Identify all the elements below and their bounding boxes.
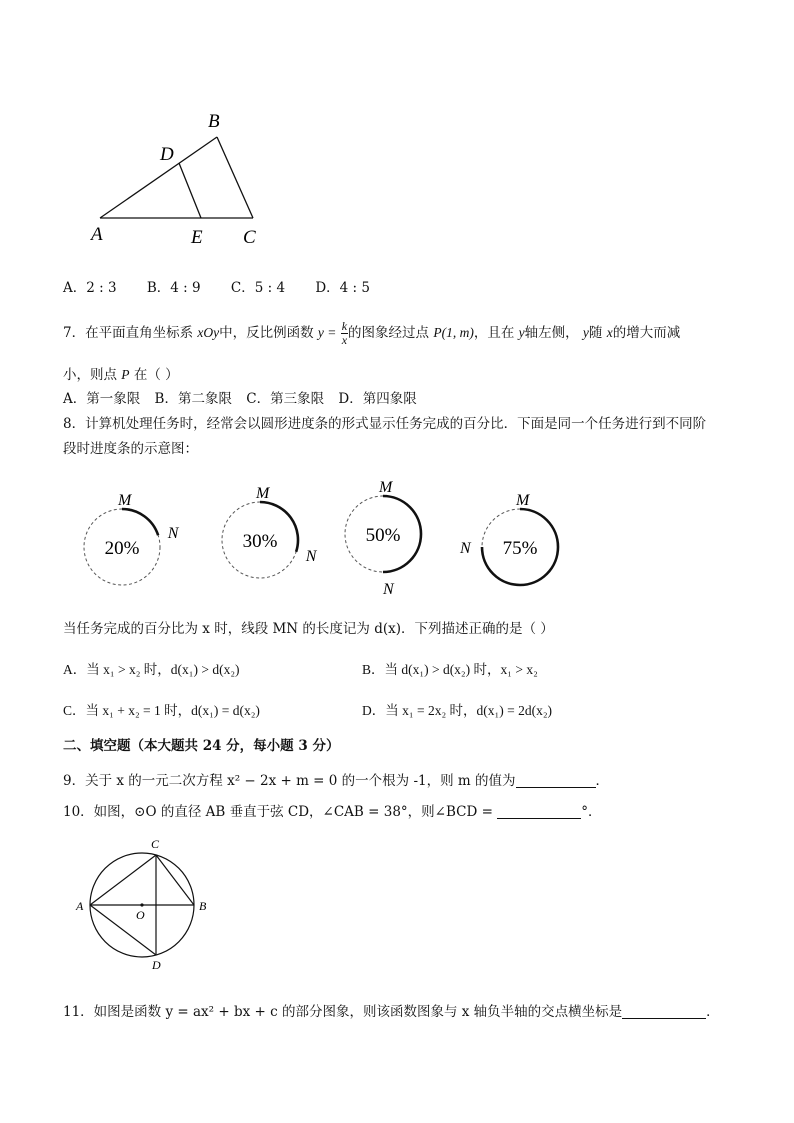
q8-line1: 8．计算机处理任务时，经常会以圆形进度条的形式显示任务完成的百分比．下面是同一个任务进行到不同阶 <box>63 416 707 432</box>
q8-line2: 段时进度条的示意图： <box>63 441 198 457</box>
q7-options <box>63 390 417 408</box>
q6-option-b: B．4 : 9 <box>146 280 201 296</box>
circle-label-A: A <box>76 899 84 913</box>
q9-answer-blank <box>516 773 596 788</box>
q6-option-d: D．4 : 5 <box>315 280 370 296</box>
q7-option-d: D．第四象限 <box>338 391 417 407</box>
label-N: N <box>167 525 179 543</box>
q6-options <box>63 279 370 297</box>
label-A: A <box>91 224 103 245</box>
label-M: M <box>118 492 132 509</box>
q10: 10．如图，⊙O 的直径 AB 垂直于弦 CD，∠CAB = 38°，则∠BCD = °． <box>63 804 602 820</box>
percent-label: 75% <box>502 538 538 559</box>
label-M: M <box>256 485 270 502</box>
fraction-k-over-x: $\frac{k}{x}$ <box>341 319 348 347</box>
q8-option-b: B．当 d(x₁) > d(x₂) 时，x₁ > x₂ <box>362 662 538 677</box>
circle-label-B: B <box>199 899 207 913</box>
label-N: N <box>383 581 394 598</box>
circle-label-C: C <box>151 837 160 851</box>
q8-option-d: D．当 x₁ = 2x₂ 时，d(x₁) = 2d(x₂) <box>362 703 553 718</box>
label-C: C <box>243 227 256 248</box>
label-M: M <box>379 479 393 496</box>
section-heading: 二、填空题（本大题共 24 分，每小题 3 分） <box>63 738 340 754</box>
q7-line1: 7．在平面直角坐标系 xOy中，反比例函数 y = $\frac{k}{x}$ 的图象经过点 P(1, m)，且在 y轴左侧， y随 x的增大而减 <box>63 319 681 347</box>
label-N: N <box>305 547 317 565</box>
progress-circle-4 <box>459 492 558 585</box>
q7-option-b: B．第二象限 <box>154 391 232 407</box>
percent-label: 50% <box>365 525 401 546</box>
label-M: M <box>516 492 530 509</box>
q8-option-a: A．当 x₁ > x₂ 时，d(x₁) > d(x₂) <box>63 662 240 677</box>
q6-option-c: C．5 : 4 <box>230 280 286 296</box>
percent-label: 30% <box>242 531 278 552</box>
label-E: E <box>191 227 203 248</box>
label-B: B <box>208 111 220 132</box>
progress-circle-2 <box>222 485 318 578</box>
q11-answer-blank <box>622 1004 706 1019</box>
q8-option-c: C．当 x₁ + x₂ = 1 时，d(x₁) = d(x₂) <box>63 703 260 718</box>
circle-label-D: D <box>152 958 161 972</box>
progress-circle-3 <box>345 479 421 598</box>
q7-option-c: C．第三象限 <box>246 391 325 407</box>
q7-line2: 小，则点 P 在（ ） <box>63 367 179 383</box>
circle-label-O: O <box>136 908 145 922</box>
q10-answer-blank <box>497 804 581 819</box>
progress-circles-figure <box>60 470 580 600</box>
q6-option-a: A．2 : 3 <box>63 280 117 296</box>
circle-figure <box>70 832 220 977</box>
q8-question: 当任务完成的百分比为 x 时，线段 MN 的长度记为 d(x)．下列描述正确的是（ ） <box>63 621 554 637</box>
q9: 9．关于 x 的一元二次方程 x² − 2x + m = 0 的一个根为 -1，则 m 的值为 ． <box>63 773 609 789</box>
progress-arc <box>122 509 158 535</box>
triangle-figure <box>80 105 280 255</box>
q11: 11．如图是函数 y = ax² + bx + c 的部分图象，则该函数图象与 x 轴负半轴的交点横坐标是 ． <box>63 1004 720 1020</box>
percent-label: 20% <box>104 538 140 559</box>
label-D: D <box>160 144 174 165</box>
progress-circle-1 <box>84 492 180 585</box>
q7-option-a: A．第一象限 <box>63 391 141 407</box>
label-N: N <box>460 540 471 557</box>
